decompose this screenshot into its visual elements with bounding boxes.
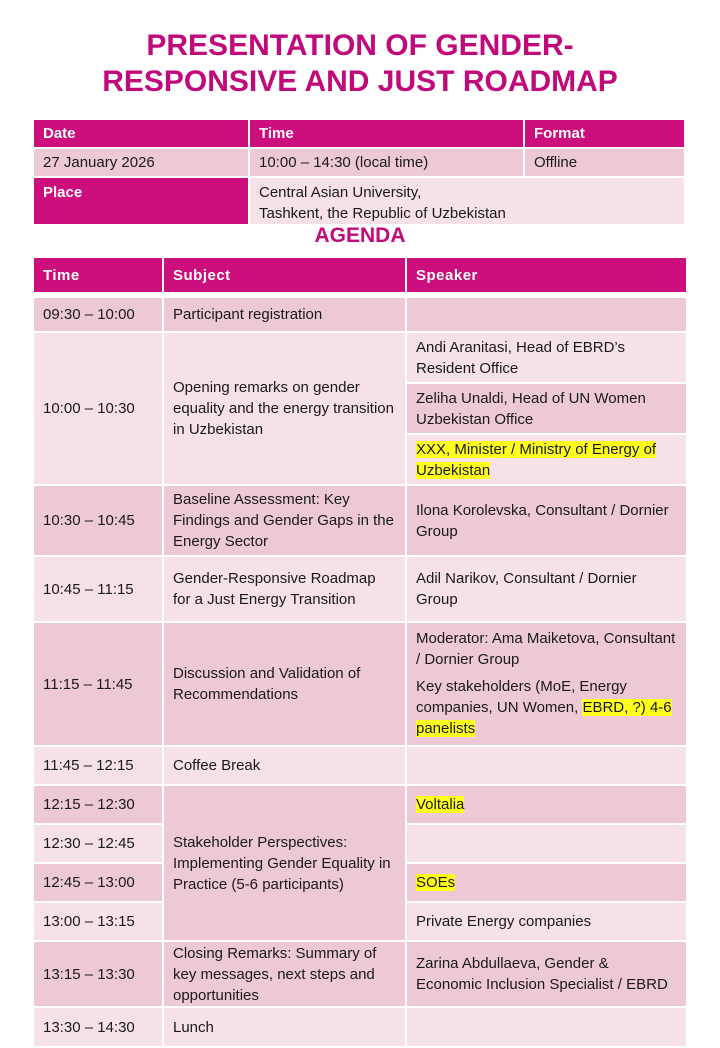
row-speaker bbox=[406, 622, 687, 746]
info-header-format: Format bbox=[524, 119, 685, 148]
row-time: 10:45 – 11:15 bbox=[33, 556, 163, 622]
row-subject: Discussion and Validation of Recommendations bbox=[163, 622, 406, 746]
moderator-text: Moderator: Ama Maiketova, Consultant / Dornier Group bbox=[416, 630, 676, 668]
table-row bbox=[33, 622, 687, 746]
info-place-row bbox=[33, 177, 685, 225]
agenda-heading: AGENDA bbox=[314, 224, 406, 247]
row-subject: Opening remarks on gender equality and the energy transition in Uzbekistan bbox=[163, 332, 406, 485]
row-speaker: Private Energy companies bbox=[406, 902, 687, 941]
row-subject: Coffee Break bbox=[163, 746, 406, 785]
row-speaker: Andi Aranitasi, Head of EBRD’s Resident Office bbox=[406, 332, 687, 383]
row-time: 13:30 – 14:30 bbox=[33, 1007, 163, 1047]
row-time: 11:45 – 12:15 bbox=[33, 746, 163, 785]
row-time: 11:15 – 11:45 bbox=[33, 622, 163, 746]
row-subject: Lunch bbox=[163, 1007, 406, 1047]
info-date: 27 January 2026 bbox=[33, 148, 249, 177]
row-time: 09:30 – 10:00 bbox=[33, 295, 163, 332]
row-speaker bbox=[406, 295, 687, 332]
agenda-table bbox=[32, 256, 688, 1048]
row-speaker bbox=[406, 746, 687, 785]
table-row bbox=[33, 941, 687, 1007]
row-speaker: Adil Narikov, Consultant / Dornier Group bbox=[406, 556, 687, 622]
info-time: 10:00 – 14:30 (local time) bbox=[249, 148, 524, 177]
info-format: Offline bbox=[524, 148, 685, 177]
row-time: 13:00 – 13:15 bbox=[33, 902, 163, 941]
place-line-1: Central Asian University, bbox=[259, 184, 422, 201]
highlighted-speaker: SOEs bbox=[416, 874, 456, 891]
row-subject: Closing Remarks: Summary of key messages, next steps and opportunities bbox=[163, 941, 406, 1007]
info-header-time: Time bbox=[249, 119, 524, 148]
table-row bbox=[33, 295, 687, 332]
row-subject: Stakeholder Perspectives: Implementing Gender Equality in Practice (5-6 participants) bbox=[163, 785, 406, 941]
row-speaker bbox=[406, 434, 687, 485]
row-speaker bbox=[406, 863, 687, 902]
row-time: 12:30 – 12:45 bbox=[33, 824, 163, 863]
table-row bbox=[33, 785, 687, 824]
info-values-row bbox=[33, 148, 685, 177]
row-subject: Participant registration bbox=[163, 295, 406, 332]
table-row bbox=[33, 746, 687, 785]
row-subject: Baseline Assessment: Key Findings and Gender Gaps in the Energy Sector bbox=[163, 485, 406, 556]
info-place-value bbox=[249, 177, 685, 225]
agenda-header-row bbox=[33, 257, 687, 295]
table-row bbox=[33, 332, 687, 383]
page-title bbox=[0, 28, 720, 100]
event-info-table bbox=[32, 118, 686, 226]
place-line-2: Tashkent, the Republic of Uzbekistan bbox=[259, 205, 506, 222]
info-place-label: Place bbox=[33, 177, 249, 225]
highlighted-speaker: XXX, Minister / Ministry of Energy of Uzbekistan bbox=[416, 440, 657, 479]
row-time: 12:45 – 13:00 bbox=[33, 863, 163, 902]
stakeholders-text bbox=[416, 676, 677, 739]
stakeholders-highlight: EBRD, ?) 4-6 panelists bbox=[416, 699, 672, 737]
title-line-2: RESPONSIVE AND JUST ROADMAP bbox=[102, 65, 618, 98]
info-header-date: Date bbox=[33, 119, 249, 148]
row-subject: Gender-Responsive Roadmap for a Just Energy Transition bbox=[163, 556, 406, 622]
row-speaker bbox=[406, 785, 687, 824]
info-header-row bbox=[33, 119, 685, 148]
row-speaker: Zeliha Unaldi, Head of UN Women Uzbekistan Office bbox=[406, 383, 687, 434]
row-speaker: Zarina Abdullaeva, Gender & Economic Inclusion Specialist / EBRD bbox=[406, 941, 687, 1007]
title-line-1: PRESENTATION OF GENDER- bbox=[146, 29, 574, 62]
row-time: 10:00 – 10:30 bbox=[33, 332, 163, 485]
table-row bbox=[33, 556, 687, 622]
row-speaker bbox=[406, 824, 687, 863]
row-speaker bbox=[406, 1007, 687, 1047]
stakeholders-plain: Key stakeholders (MoE, Energy companies, UN Women, bbox=[416, 678, 627, 716]
highlighted-speaker: Voltalia bbox=[416, 796, 465, 813]
row-time: 13:15 – 13:30 bbox=[33, 941, 163, 1007]
table-row bbox=[33, 1007, 687, 1047]
row-time: 12:15 – 12:30 bbox=[33, 785, 163, 824]
row-speaker: Ilona Korolevska, Consultant / Dornier Group bbox=[406, 485, 687, 556]
agenda-header-time: Time bbox=[33, 257, 163, 295]
agenda-header-subject: Subject bbox=[163, 257, 406, 295]
table-row bbox=[33, 485, 687, 556]
row-time: 10:30 – 10:45 bbox=[33, 485, 163, 556]
agenda-header-speaker: Speaker bbox=[406, 257, 687, 295]
